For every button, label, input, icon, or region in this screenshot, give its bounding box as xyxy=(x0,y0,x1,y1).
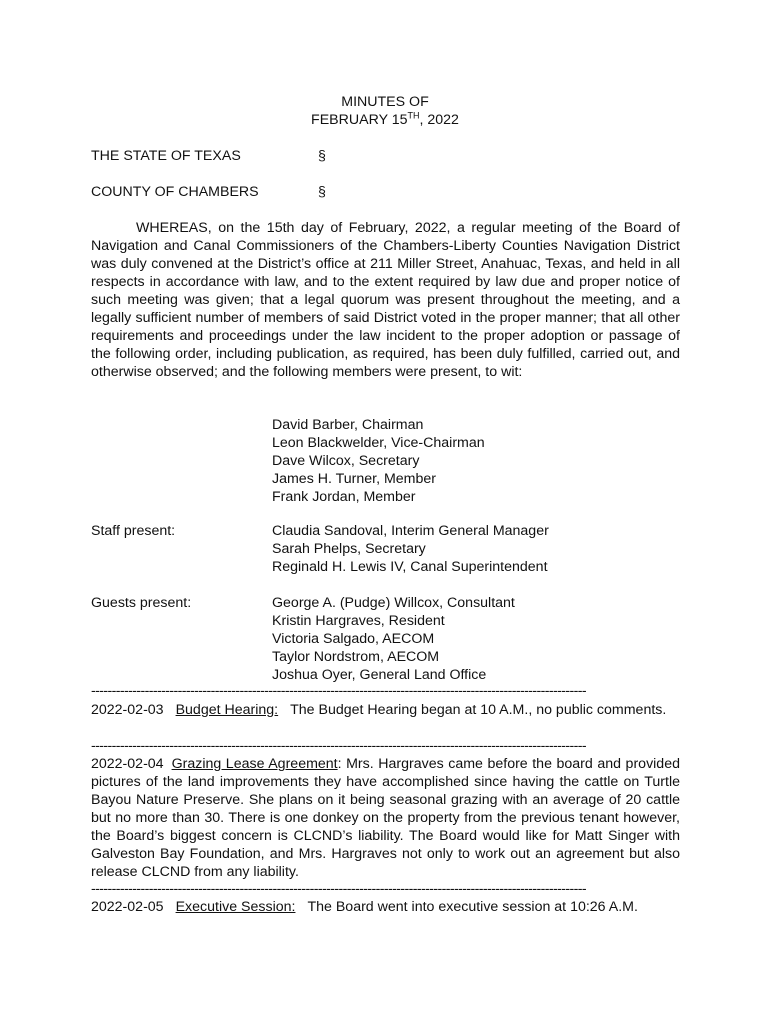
agenda-item-executive-session xyxy=(91,898,680,916)
county-label: COUNTY OF CHAMBERS xyxy=(91,184,259,200)
member-entry: Dave Wilcox, Secretary xyxy=(272,453,420,469)
whereas-paragraph: WHEREAS, on the 15th day of February, 2022, a regular meeting of the Board of Navigation and Canal Commissioners of the Chambers-Liberty Counties Navigation District was duly convened at the District’s office at 211 Miller Street, Anahuac, Texas, and held in all respects in accordance with law, and to the extent required by law due and proper notice of such meeting was given; that a legal quorum was present throughout the meeting, and a legally sufficient number of members of said District voted in the proper manner; that all other requirements and proceedings under the law incident to the proper adoption or passage of the following order, including publication, as required, has been duly fulfilled, carried out, and otherwise observed; and the following members were present, to wit: xyxy=(91,220,680,380)
item-number: 2022-02-05 xyxy=(91,899,164,915)
item-text: : Mrs. Hargraves came before the board and provided pictures of the land improvements they have accomplished since having the cattle on Turtle Bayou Nature Preserve. She plans on it being seasonal grazing with an average of 20 cattle but no more than 30. There is one donkey on the property from the previous tenant however, the Board’s biggest concern is CLCND’s liability. The Board would like for Matt Singer with Galveston Bay Foundation, and Mrs. Hargraves not only to work out an agreement but also release CLCND from any liability. xyxy=(91,756,680,880)
state-label: THE STATE OF TEXAS xyxy=(91,148,241,164)
guest-entry: Taylor Nordstrom, AECOM xyxy=(272,649,440,665)
county-line xyxy=(91,183,326,201)
members-list xyxy=(272,416,485,506)
section-symbol: § xyxy=(318,184,326,200)
guests-present-label: Guests present: xyxy=(91,595,192,611)
date-prefix: FEBRUARY 15 xyxy=(311,112,408,128)
guest-entry: Kristin Hargraves, Resident xyxy=(272,613,445,629)
staff-entry: Claudia Sandoval, Interim General Manager xyxy=(272,523,549,539)
dashed-separator: ------------------------------------------------------------------------------------------------------------------------ xyxy=(91,683,586,699)
item-text: The Board went into executive session at 10:26 A.M. xyxy=(307,899,638,915)
member-entry: David Barber, Chairman xyxy=(272,417,424,433)
section-symbol: § xyxy=(318,148,326,164)
staff-list xyxy=(272,522,549,576)
dashed-separator: ------------------------------------------------------------------------------------------------------------------------ xyxy=(91,881,586,897)
item-heading: Executive Session: xyxy=(175,899,296,915)
agenda-item-budget-hearing xyxy=(91,701,680,719)
meeting-date xyxy=(0,111,770,129)
member-entry: James H. Turner, Member xyxy=(272,471,436,487)
dashed-separator: ------------------------------------------------------------------------------------------------------------------------ xyxy=(91,738,586,754)
guests-list xyxy=(272,594,515,684)
minutes-title: MINUTES OF xyxy=(341,94,429,110)
date-year: , 2022 xyxy=(419,112,459,128)
guest-entry: George A. (Pudge) Willcox, Consultant xyxy=(272,595,515,611)
date-ordinal-suffix: TH xyxy=(407,110,420,121)
agenda-item-grazing-lease xyxy=(91,755,680,881)
item-number: 2022-02-04 xyxy=(91,756,164,772)
guest-entry: Joshua Oyer, General Land Office xyxy=(272,667,487,683)
item-heading: Grazing Lease Agreement xyxy=(171,756,338,772)
item-number: 2022-02-03 xyxy=(91,702,164,718)
guest-entry: Victoria Salgado, AECOM xyxy=(272,631,435,647)
staff-entry: Reginald H. Lewis IV, Canal Superintendent xyxy=(272,559,548,575)
item-heading: Budget Hearing: xyxy=(175,702,279,718)
member-entry: Leon Blackwelder, Vice-Chairman xyxy=(272,435,485,451)
member-entry: Frank Jordan, Member xyxy=(272,489,416,505)
staff-entry: Sarah Phelps, Secretary xyxy=(272,541,426,557)
staff-present-label: Staff present: xyxy=(91,523,176,539)
state-line xyxy=(91,147,326,165)
item-text: The Budget Hearing began at 10 A.M., no public comments. xyxy=(290,702,667,718)
